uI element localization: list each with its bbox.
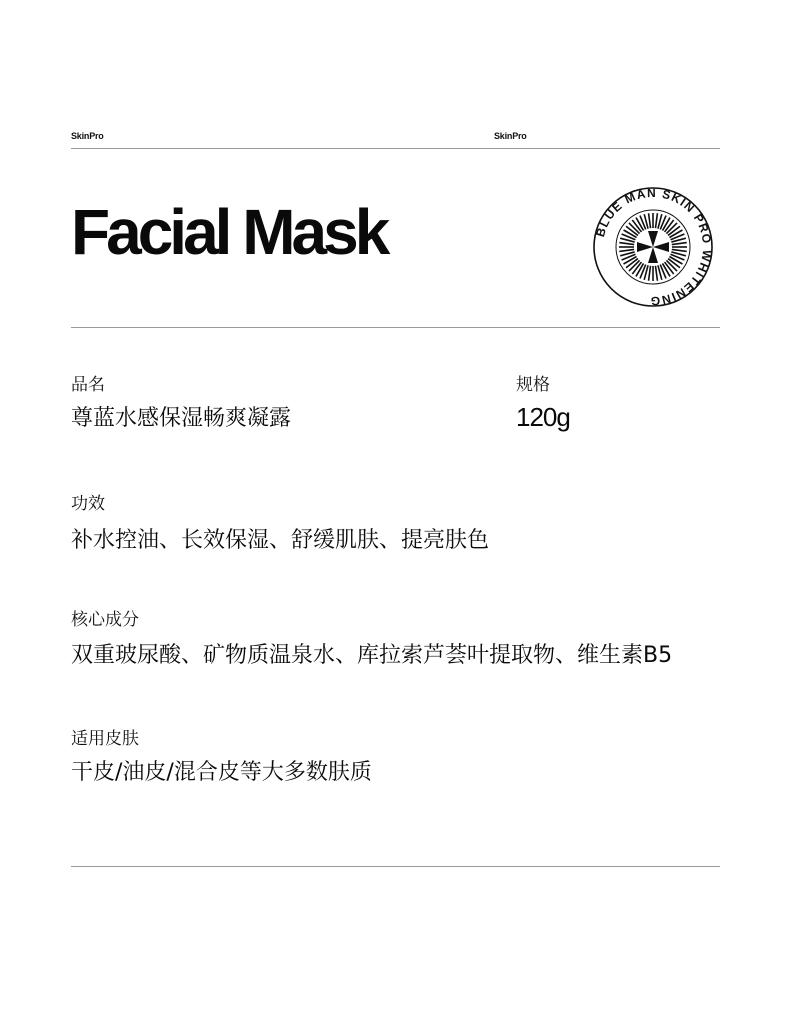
sunburst-ray	[655, 266, 657, 281]
page-title: Facial Mask	[71, 196, 387, 268]
brand-seal	[592, 186, 714, 308]
efficacy-label: 功效	[71, 494, 105, 514]
product-name-value: 尊蓝水感保湿畅爽凝露	[71, 406, 292, 431]
sunburst-ray	[619, 249, 634, 251]
product-name-label: 品名	[71, 375, 105, 395]
middle-divider	[71, 327, 720, 328]
ingredients-value: 双重玻尿酸、矿物质温泉水、库拉索芦荟叶提取物、维生素B5	[71, 643, 673, 668]
seal-ring-text: BLUE MAN SKIN PRO WHITENING	[593, 186, 714, 308]
ingredients-label: 核心成分	[71, 610, 139, 630]
sunburst-ray	[655, 213, 657, 228]
brand-left: SkinPro	[71, 131, 104, 141]
sunburst-ray	[672, 249, 687, 251]
size-label: 规格	[516, 375, 550, 395]
efficacy-value: 补水控油、长效保湿、舒缓肌肤、提亮肤色	[71, 528, 490, 553]
sunburst-ray	[649, 213, 651, 228]
bottom-divider	[71, 866, 720, 867]
skin-type-value: 干皮/油皮/混合皮等大多数肤质	[71, 760, 372, 785]
skin-type-label: 适用皮肤	[71, 729, 139, 749]
sunburst-ray	[672, 243, 687, 245]
sunburst-ray	[649, 266, 651, 281]
sunburst-ray	[619, 243, 634, 245]
brand-right: SkinPro	[494, 131, 527, 141]
top-divider	[71, 148, 720, 149]
size-value: 120g	[516, 402, 570, 432]
